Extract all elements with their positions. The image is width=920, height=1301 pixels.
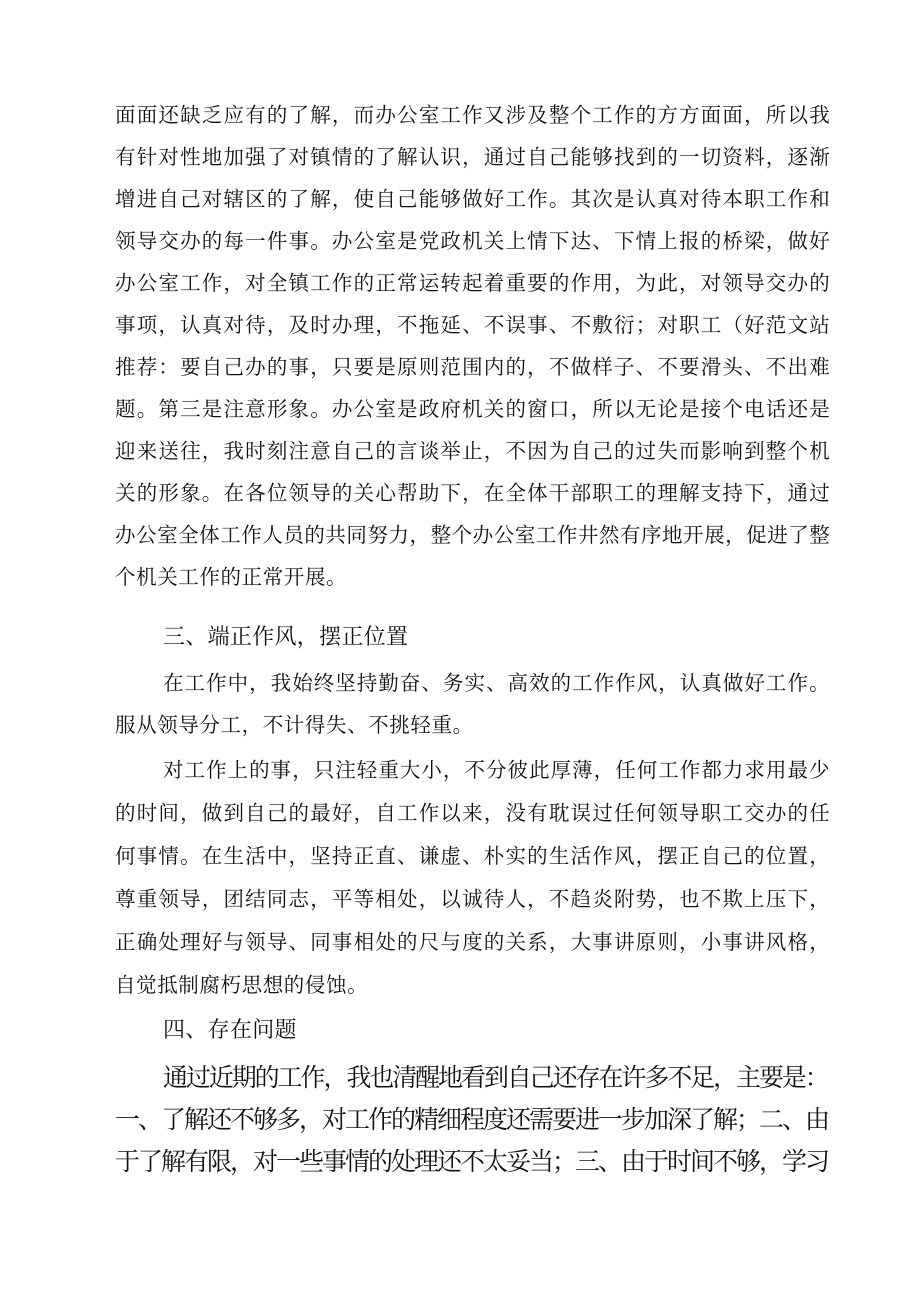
- section-heading-4: 四、存在问题: [163, 1018, 297, 1043]
- text-line: 迎来送往，我时刻注意自己的言谈举止，不因为自己的过失而影响到整个机: [115, 439, 831, 463]
- text-line: 个机关工作的正常开展。: [115, 565, 348, 589]
- text-line: 何事情。在生活中，坚持正直、谦虚、朴实的生活作风，摆正自己的位置，: [115, 844, 831, 868]
- text-line: 尊重领导，团结同志，平等相处，以诚待人，不趋炎附势，也不欺上压下，: [115, 887, 831, 911]
- text-line: 自觉抵制腐朽思想的侵蚀。: [115, 973, 369, 997]
- text-line: 关的形象。在各位领导的关心帮助下，在全体干部职工的理解支持下，通过: [115, 481, 831, 505]
- text-line: 题。第三是注意形象。办公室是政府机关的窗口，所以无论是接个电话还是: [115, 397, 831, 421]
- text-line: 在工作中，我始终坚持勤奋、务实、高效的工作作风，认真做好工作。: [163, 671, 831, 695]
- text-line: 对工作上的事，只注轻重大小，不分彼此厚薄，任何工作都力求用最少: [163, 758, 831, 782]
- text-line: 领导交办的每一件事。办公室是党政机关上情下达、下情上报的桥梁，做好: [115, 229, 831, 253]
- text-line: 办公室全体工作人员的共同努力，整个办公室工作井然有序地开展，促进了整: [115, 523, 831, 547]
- text-line: 正确处理好与领导、同事相处的尺与度的关系，大事讲原则，小事讲风格，: [115, 930, 831, 954]
- text-line: 通过近期的工作，我也清醒地看到自己还存在许多不足，主要是：: [163, 1063, 828, 1092]
- text-line: 增进自己对辖区的了解，使自己能够做好工作。其次是认真对待本职工作和: [115, 187, 831, 211]
- text-line: 于了解有限，对一些事情的处理还不太妥当；三、由于时间不够，学习: [115, 1147, 829, 1176]
- text-line: 服从领导分工，不计得失、不挑轻重。: [115, 713, 474, 737]
- text-line: 面面还缺乏应有的了解，而办公室工作又涉及整个工作的方方面面，所以我: [115, 103, 831, 127]
- text-line: 办公室工作，对全镇工作的正常运转起着重要的作用，为此，对领导交办的: [115, 271, 831, 295]
- text-line: 推荐：要自己办的事，只要是原则范围内的，不做样子、不要滑头、不出难: [115, 355, 831, 379]
- section-heading-3: 三、端正作风，摆正位置: [163, 625, 409, 650]
- text-line: 一、了解还不够多，对工作的精细程度还需要进一步加深了解；二、由: [115, 1105, 829, 1134]
- text-line: 有针对性地加强了对镇情的了解认识，通过自己能够找到的一切资料，逐渐: [115, 145, 831, 169]
- text-line: 事项，认真对待，及时办理，不拖延、不误事、不敷衍；对职工（好范文站: [115, 313, 831, 337]
- text-line: 的时间，做到自己的最好，自工作以来，没有耽误过任何领导职工交办的任: [115, 801, 831, 825]
